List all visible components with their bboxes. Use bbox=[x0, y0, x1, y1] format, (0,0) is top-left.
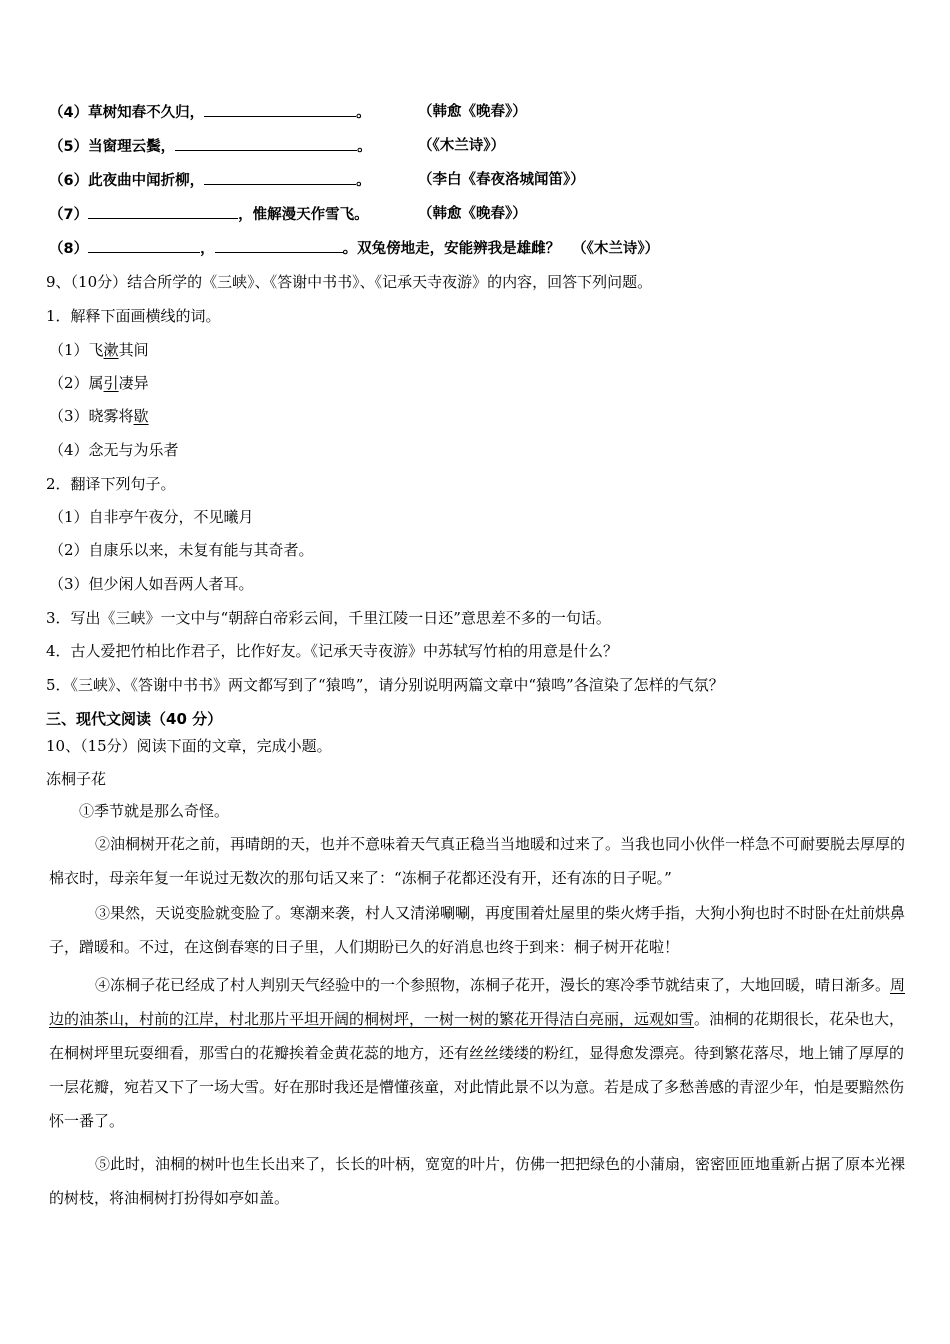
dictation-line-7: （7） ，惟解漫天作雪飞。 bbox=[49, 204, 369, 225]
q9-sub1: 1．解释下面画横线的词。 bbox=[46, 307, 221, 325]
dictation-source-7: （韩愈《晚春》） bbox=[418, 206, 527, 222]
dictation-source-5: （《木兰诗》） bbox=[418, 138, 505, 154]
dictation-source-6: （李白《春夜洛城闻笛》） bbox=[418, 172, 585, 188]
q9-item: （1）飞漱其间 bbox=[49, 341, 149, 359]
answer-blank[interactable] bbox=[204, 102, 356, 117]
dictation-line-6: （6）此夜曲中闻折柳， 。 bbox=[49, 170, 371, 191]
dictation-source-4: （韩愈《晚春》） bbox=[418, 104, 527, 120]
answer-blank[interactable] bbox=[88, 238, 200, 253]
paragraph-3: ③果然，天说变脸就变脸了。寒潮来袭，村人又清涕唰唰，再度围着灶屋里的柴火烤手指，大狗小狗也时不时卧在灶前烘鼻子，蹭暖和。不过，在这倒春寒的日子里，人们期盼已久的好消息也终于到来：桐子树开花啦！ bbox=[49, 904, 906, 956]
q9-sub3: 3．写出《三峡》一文中与“朝辞白帝彩云间，千里江陵一日还”意思差不多的一句话。 bbox=[46, 609, 611, 627]
underlined-sentence: 周边的油茶山，村前的江岸，村北那片平坦开阔的桐树坪，一树一树的繁花开得洁白亮丽，远观如雪 bbox=[49, 976, 906, 1028]
q9-item: （2）属引凄异 bbox=[49, 374, 149, 392]
dictation-line-5: （5）当窗理云鬓， 。 bbox=[49, 136, 372, 157]
answer-blank[interactable] bbox=[204, 170, 356, 185]
q9-item: （3）但少闲人如吾两人者耳。 bbox=[49, 575, 254, 593]
dictation-line-8: （8） ， 。双兔傍地走，安能辨我是雄雌？ （《木兰诗》） bbox=[49, 238, 659, 259]
q9-sub2: 2．翻译下列句子。 bbox=[46, 475, 176, 493]
paragraph-4: ④冻桐子花已经成了村人判别天气经验中的一个参照物，冻桐子花开，漫长的寒冷季节就结束了，大地回暖，晴日渐多。周边的油茶山，村前的江岸，村北那片平坦开阔的桐树坪，一树一树的繁花开得洁白亮丽，远观如雪。油桐的花期很长，花朵也大，在桐树坪里玩耍细看，那雪白的花瓣挨着金黄花蕊的地方，还有丝丝缕缕的粉红，显得愈发漂亮。待到繁花落尽，地上铺了厚厚的一层花瓣，宛若又下了一场大雪。好在那时我还是懵懂孩童，对此情此景不以为意。若是成了多愁善感的青涩少年，怕是要黯然伤怀一番了。 bbox=[49, 976, 906, 1130]
article-title: 冻桐子花 bbox=[46, 770, 107, 788]
answer-blank[interactable] bbox=[215, 238, 343, 253]
q9-item: （1）自非亭午夜分，不见曦月 bbox=[49, 508, 254, 526]
q9-sub4: 4．古人爱把竹柏比作君子，比作好友。《记承天寺夜游》中苏轼写竹柏的用意是什么？ bbox=[46, 642, 619, 660]
answer-blank[interactable] bbox=[88, 204, 238, 219]
paragraph-1: ①季节就是那么奇怪。 bbox=[79, 802, 230, 820]
q9-item: （2）自康乐以来，未复有能与其奇者。 bbox=[49, 541, 314, 559]
answer-blank[interactable] bbox=[175, 136, 357, 151]
q9-item: （4）念无与为乐者 bbox=[49, 441, 179, 459]
q9-item: （3）晓雾将歇 bbox=[49, 407, 149, 425]
paragraph-5: ⑤此时，油桐的树叶也生长出来了，长长的叶柄，宽宽的叶片，仿佛一把把绿色的小蒲扇，密密匝匝地重新占据了原本光裸的树枝，将油桐树打扮得如亭如盖。 bbox=[49, 1155, 906, 1207]
section-heading: 三、现代文阅读（40 分） bbox=[46, 710, 223, 728]
paragraph-2: ②油桐树开花之前，再晴朗的天，也并不意味着天气真正稳当当地暖和过来了。当我也同小伙伴一样急不可耐要脱去厚厚的棉衣时，母亲年复一年说过无数次的那句话又来了：“冻桐子花都还没有开，还有冻的日子呢。” bbox=[49, 835, 906, 887]
dictation-line-4: （4）草树知春不久归， 。 bbox=[49, 102, 371, 123]
q9-sub5: 5．《三峡》、《答谢中书书》两文都写到了“猿鸣”，请分别说明两篇文章中“猿鸣”各渲染了怎样的气氛？ bbox=[46, 676, 724, 694]
question-10-title: 10、（15分）阅读下面的文章，完成小题。 bbox=[46, 737, 332, 755]
question-9-title: 9、（10分）结合所学的《三峡》、《答谢中书书》、《记承天寺夜游》的内容，回答下列问题。 bbox=[46, 273, 653, 291]
